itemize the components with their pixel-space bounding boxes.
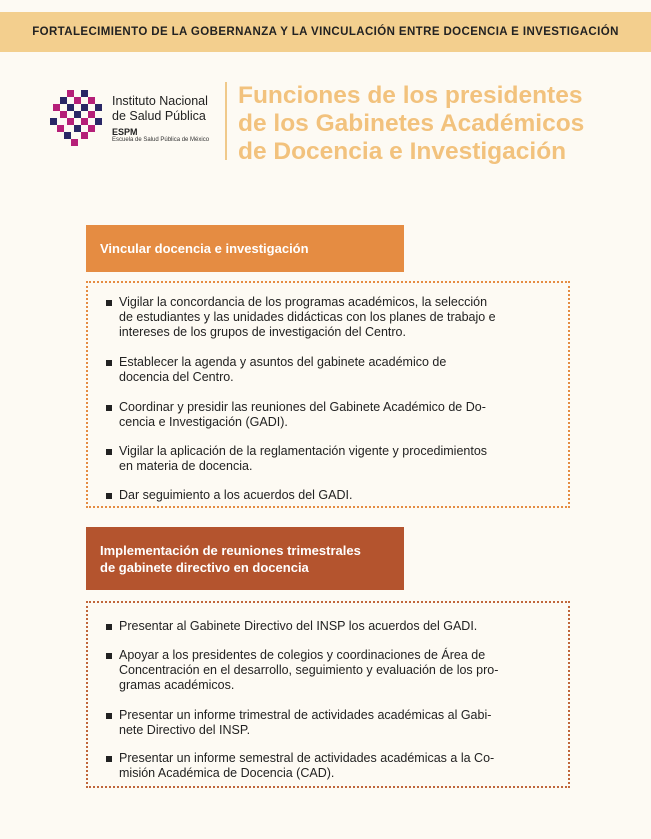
list-item-line: cencia e Investigación (GADI). <box>119 415 288 429</box>
list-item-line: intereses de los grupos de investigación del Centro. <box>119 325 406 339</box>
list-item <box>106 444 558 474</box>
list-item-line: Apoyar a los presidentes de colegios y coordinaciones de Área de <box>119 648 486 662</box>
title-line-1: Funciones de los presidentes <box>238 82 583 109</box>
list-item-line: Dar seguimiento a los acuerdos del GADI. <box>119 488 353 502</box>
logo-subtitle: Escuela de Salud Pública de México <box>112 137 210 143</box>
list-item <box>106 488 558 503</box>
logo-name-line1: Instituto Nacional <box>112 94 208 108</box>
page-title <box>238 82 638 166</box>
list-item-line: Presentar un informe trimestral de actividades académicas al Gabi- <box>119 708 492 722</box>
list-item <box>106 355 558 385</box>
section2-list <box>86 601 570 788</box>
section1-header-text: Vincular docencia e investigación <box>100 241 309 256</box>
list-item <box>106 295 558 340</box>
list-item-line: Vigilar la aplicación de la reglamentación vigente y procedimientos <box>119 444 488 458</box>
list-item-line: Concentración en el desarrollo, seguimiento y evaluación de los pro- <box>119 663 499 677</box>
section1-list <box>86 281 570 508</box>
insp-logo <box>50 90 230 150</box>
title-line-2: de los Gabinetes Académicos <box>238 110 585 137</box>
list-item-line: Presentar al Gabinete Directivo del INSP los acuerdos del GADI. <box>119 619 478 633</box>
list-item-line: Establecer la agenda y asuntos del gabinete académico de <box>119 355 447 369</box>
title-divider <box>225 82 227 160</box>
section2-header-line1: Implementación de reuniones trimestrales <box>100 542 361 558</box>
list-item <box>106 400 558 430</box>
section2-header-line2: de gabinete directivo en docencia <box>100 559 309 575</box>
list-item-line: de estudiantes y las unidades didácticas con los planes de trabajo e <box>119 310 496 324</box>
top-banner <box>0 12 651 52</box>
list-item-line: Coordinar y presidir las reuniones del Gabinete Académico de Do- <box>119 400 486 414</box>
list-item <box>106 619 558 634</box>
list-item <box>106 751 558 781</box>
section2-header <box>86 527 404 590</box>
list-item-line: nete Directivo del INSP. <box>119 723 251 737</box>
list-item <box>106 648 558 693</box>
list-item-line: Presentar un informe semestral de actividades académicas a la Co- <box>119 751 495 765</box>
logo-acronym: ESPM <box>112 127 138 137</box>
list-item-line: Vigilar la concordancia de los programas académicos, la selección <box>119 295 488 309</box>
list-item-line: en materia de docencia. <box>119 459 253 473</box>
logo-name-line2: de Salud Pública <box>112 109 206 123</box>
list-item <box>106 708 558 738</box>
section1-header <box>86 225 404 272</box>
list-item-line: gramas académicos. <box>119 678 235 692</box>
list-item-line: misión Académica de Docencia (CAD). <box>119 766 335 780</box>
banner-text: FORTALECIMIENTO DE LA GOBERNANZA Y LA VINCULACIÓN ENTRE DOCENCIA E INVESTIGACIÓN <box>32 26 619 38</box>
list-item-line: docencia del Centro. <box>119 370 234 384</box>
insp-logo-icon <box>50 90 108 148</box>
title-line-3: de Docencia e Investigación <box>238 138 567 165</box>
